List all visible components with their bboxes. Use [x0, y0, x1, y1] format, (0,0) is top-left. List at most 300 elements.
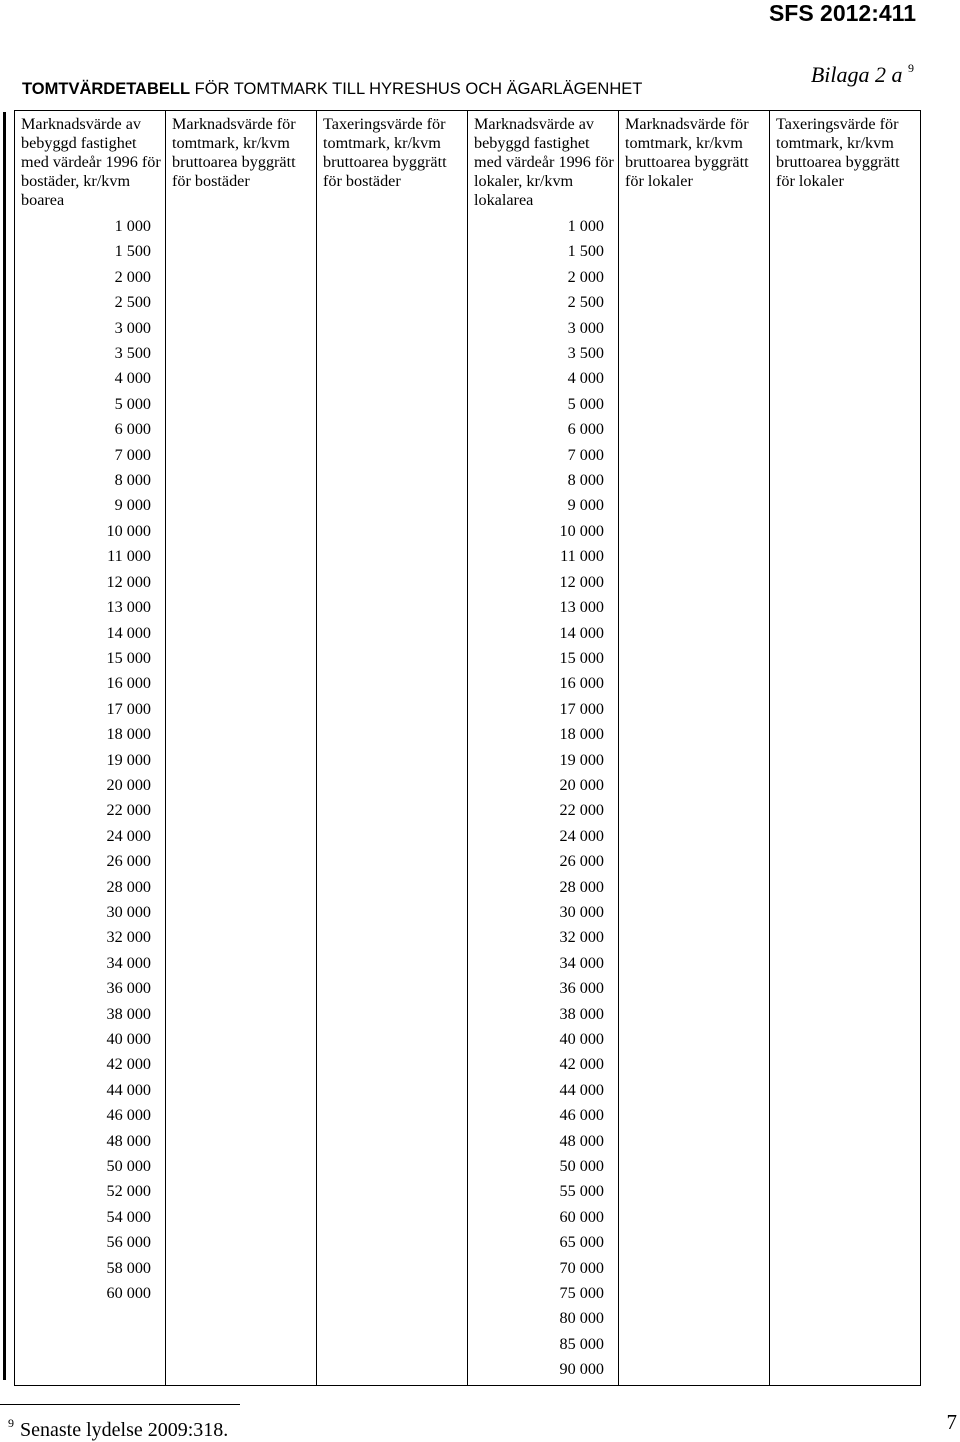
cell-empty — [317, 1230, 468, 1255]
cell-empty — [770, 1078, 921, 1103]
cell-empty — [619, 925, 770, 950]
cell-market-value-housing: 1 500 — [15, 239, 166, 264]
cell-market-value-housing: 46 000 — [15, 1103, 166, 1128]
cell-market-value-housing: 11 000 — [15, 544, 166, 569]
cell-market-value-housing: 13 000 — [15, 595, 166, 620]
cell-market-value-premises: 15 000 — [468, 646, 619, 671]
cell-empty — [166, 621, 317, 646]
cell-empty — [770, 1129, 921, 1154]
cell-market-value-housing: 56 000 — [15, 1230, 166, 1255]
cell-empty — [619, 951, 770, 976]
cell-market-value-housing: 8 000 — [15, 468, 166, 493]
cell-empty — [317, 621, 468, 646]
cell-empty — [166, 1256, 317, 1281]
cell-empty — [619, 443, 770, 468]
cell-empty — [166, 1357, 317, 1386]
cell-empty — [166, 417, 317, 442]
cell-market-value-premises: 7 000 — [468, 443, 619, 468]
cell-empty — [317, 1179, 468, 1204]
cell-empty — [619, 621, 770, 646]
cell-empty — [166, 341, 317, 366]
cell-empty — [166, 976, 317, 1001]
cell-market-value-housing: 7 000 — [15, 443, 166, 468]
cell-empty — [317, 1306, 468, 1331]
cell-empty — [770, 1103, 921, 1128]
cell-empty — [770, 544, 921, 569]
cell-market-value-premises: 32 000 — [468, 925, 619, 950]
cell-empty — [770, 1027, 921, 1052]
header-assessed-value-premises: Taxeringsvärde för tomtmark, kr/kvm bruttoarea byggrätt för lokaler — [770, 111, 921, 215]
cell-empty — [317, 290, 468, 315]
table-row — [15, 1002, 921, 1027]
table-row — [15, 621, 921, 646]
cell-market-value-housing: 3 000 — [15, 316, 166, 341]
margin-bar — [3, 112, 6, 1380]
cell-empty — [619, 697, 770, 722]
cell-market-value-housing: 2 500 — [15, 290, 166, 315]
cell-market-value-premises: 10 000 — [468, 519, 619, 544]
cell-empty — [619, 976, 770, 1001]
table-row — [15, 722, 921, 747]
cell-empty — [619, 316, 770, 341]
cell-empty — [770, 468, 921, 493]
cell-empty — [166, 697, 317, 722]
cell-empty — [770, 239, 921, 264]
cell-empty — [317, 239, 468, 264]
cell-empty — [166, 1078, 317, 1103]
cell-empty — [619, 875, 770, 900]
cell-empty — [166, 265, 317, 290]
cell-market-value-housing: 12 000 — [15, 570, 166, 595]
cell-market-value-housing: 58 000 — [15, 1256, 166, 1281]
cell-empty — [770, 392, 921, 417]
cell-market-value-premises: 5 000 — [468, 392, 619, 417]
cell-empty — [166, 1103, 317, 1128]
cell-empty — [770, 875, 921, 900]
table-row — [15, 468, 921, 493]
cell-market-value-housing: 30 000 — [15, 900, 166, 925]
cell-empty — [770, 976, 921, 1001]
cell-empty — [770, 214, 921, 239]
cell-market-value-housing: 3 500 — [15, 341, 166, 366]
cell-empty — [166, 1205, 317, 1230]
footnote — [8, 1411, 228, 1442]
table-row — [15, 519, 921, 544]
table-row — [15, 1078, 921, 1103]
cell-empty — [619, 1306, 770, 1331]
cell-empty — [166, 366, 317, 391]
cell-empty — [166, 722, 317, 747]
cell-market-value-housing: 18 000 — [15, 722, 166, 747]
header-market-value-premises: Marknadsvärde av bebyggd fastighet med värdeår 1996 för lokaler, kr/kvm lokalarea — [468, 111, 619, 215]
table-row — [15, 595, 921, 620]
table-row — [15, 544, 921, 569]
cell-empty — [317, 671, 468, 696]
cell-empty — [770, 493, 921, 518]
cell-empty — [770, 1281, 921, 1306]
cell-empty — [619, 900, 770, 925]
sfs-number: SFS 2012:411 — [768, 0, 916, 26]
cell-market-value-premises: 50 000 — [468, 1154, 619, 1179]
table-row — [15, 824, 921, 849]
cell-empty — [166, 1052, 317, 1077]
cell-empty — [166, 1027, 317, 1052]
cell-market-value-housing: 54 000 — [15, 1205, 166, 1230]
cell-market-value-premises: 36 000 — [468, 976, 619, 1001]
cell-empty — [166, 519, 317, 544]
page-number: 7 — [946, 1410, 957, 1434]
cell-empty — [317, 1052, 468, 1077]
cell-empty — [770, 1205, 921, 1230]
cell-empty — [317, 925, 468, 950]
cell-empty — [770, 1230, 921, 1255]
table-row — [15, 417, 921, 442]
cell-market-value-housing: 34 000 — [15, 951, 166, 976]
table-row — [15, 1306, 921, 1331]
cell-empty — [619, 214, 770, 239]
cell-empty — [619, 468, 770, 493]
cell-empty — [317, 341, 468, 366]
cell-empty — [317, 493, 468, 518]
table-body — [15, 214, 921, 1386]
table-row — [15, 366, 921, 391]
cell-market-value-housing: 1 000 — [15, 214, 166, 239]
cell-empty — [166, 1230, 317, 1255]
table-row — [15, 316, 921, 341]
cell-empty — [770, 1332, 921, 1357]
cell-empty — [770, 1256, 921, 1281]
cell-empty — [317, 468, 468, 493]
table-row — [15, 341, 921, 366]
cell-market-value-premises: 18 000 — [468, 722, 619, 747]
cell-empty — [317, 392, 468, 417]
cell-market-value-premises: 13 000 — [468, 595, 619, 620]
header-assessed-value-housing: Taxeringsvärde för tomtmark, kr/kvm bruttoarea byggrätt för bostäder — [317, 111, 468, 215]
cell-empty — [166, 849, 317, 874]
cell-empty — [619, 595, 770, 620]
cell-empty — [317, 570, 468, 595]
cell-empty — [619, 239, 770, 264]
cell-empty — [619, 417, 770, 442]
cell-market-value-housing: 36 000 — [15, 976, 166, 1001]
cell-empty — [619, 1205, 770, 1230]
cell-empty — [770, 621, 921, 646]
table-row — [15, 1154, 921, 1179]
cell-empty — [619, 493, 770, 518]
cell-market-value-housing: 60 000 — [15, 1281, 166, 1306]
table-row — [15, 1357, 921, 1386]
table-row — [15, 1027, 921, 1052]
cell-empty — [166, 773, 317, 798]
cell-empty — [770, 1154, 921, 1179]
cell-market-value-housing — [15, 1332, 166, 1357]
cell-empty — [770, 519, 921, 544]
cell-market-value-housing: 2 000 — [15, 265, 166, 290]
table-row — [15, 290, 921, 315]
cell-market-value-premises: 4 000 — [468, 366, 619, 391]
appendix-label-text: Bilaga 2 a — [810, 62, 903, 87]
cell-empty — [166, 468, 317, 493]
cell-empty — [619, 722, 770, 747]
table-row — [15, 1256, 921, 1281]
cell-empty — [770, 265, 921, 290]
cell-empty — [166, 392, 317, 417]
cell-market-value-housing: 28 000 — [15, 875, 166, 900]
cell-empty — [166, 570, 317, 595]
cell-empty — [770, 646, 921, 671]
table-row — [15, 1129, 921, 1154]
cell-empty — [317, 697, 468, 722]
cell-empty — [619, 748, 770, 773]
table-row — [15, 773, 921, 798]
cell-empty — [166, 1002, 317, 1027]
cell-empty — [770, 951, 921, 976]
cell-market-value-premises: 9 000 — [468, 493, 619, 518]
cell-empty — [619, 849, 770, 874]
cell-market-value-premises: 14 000 — [468, 621, 619, 646]
cell-empty — [317, 366, 468, 391]
cell-empty — [619, 1179, 770, 1204]
cell-empty — [619, 1357, 770, 1386]
table-header-row — [15, 111, 921, 215]
cell-market-value-premises: 40 000 — [468, 1027, 619, 1052]
cell-empty — [619, 544, 770, 569]
cell-empty — [619, 1027, 770, 1052]
value-table — [14, 110, 921, 1386]
cell-market-value-premises: 38 000 — [468, 1002, 619, 1027]
cell-market-value-premises: 46 000 — [468, 1103, 619, 1128]
cell-empty — [317, 951, 468, 976]
table-row — [15, 1230, 921, 1255]
header-land-market-value-premises: Marknadsvärde för tomtmark, kr/kvm bruttoarea byggrätt för lokaler — [619, 111, 770, 215]
header-land-market-value-housing: Marknadsvärde för tomtmark, kr/kvm bruttoarea byggrätt för bostäder — [166, 111, 317, 215]
table-row — [15, 265, 921, 290]
cell-empty — [770, 697, 921, 722]
table-row — [15, 798, 921, 823]
cell-market-value-housing: 40 000 — [15, 1027, 166, 1052]
cell-empty — [770, 798, 921, 823]
cell-market-value-premises: 6 000 — [468, 417, 619, 442]
cell-empty — [166, 443, 317, 468]
table-row — [15, 646, 921, 671]
cell-empty — [317, 773, 468, 798]
table-row — [15, 849, 921, 874]
cell-empty — [619, 1256, 770, 1281]
cell-empty — [619, 1078, 770, 1103]
cell-market-value-premises: 65 000 — [468, 1230, 619, 1255]
cell-market-value-premises: 17 000 — [468, 697, 619, 722]
table-row — [15, 748, 921, 773]
cell-empty — [770, 341, 921, 366]
cell-empty — [619, 366, 770, 391]
cell-empty — [166, 646, 317, 671]
cell-market-value-premises: 16 000 — [468, 671, 619, 696]
cell-empty — [619, 570, 770, 595]
cell-empty — [317, 1256, 468, 1281]
cell-market-value-premises: 30 000 — [468, 900, 619, 925]
cell-empty — [317, 824, 468, 849]
cell-empty — [770, 1052, 921, 1077]
cell-market-value-housing: 5 000 — [15, 392, 166, 417]
cell-empty — [317, 798, 468, 823]
table-row — [15, 1205, 921, 1230]
cell-empty — [166, 951, 317, 976]
cell-empty — [770, 290, 921, 315]
cell-market-value-housing — [15, 1357, 166, 1386]
cell-empty — [166, 1306, 317, 1331]
cell-empty — [317, 1154, 468, 1179]
cell-empty — [166, 1179, 317, 1204]
cell-empty — [317, 976, 468, 1001]
table-row — [15, 900, 921, 925]
cell-market-value-housing: 20 000 — [15, 773, 166, 798]
cell-empty — [317, 849, 468, 874]
cell-empty — [619, 290, 770, 315]
cell-empty — [619, 1052, 770, 1077]
cell-empty — [166, 316, 317, 341]
cell-market-value-housing: 32 000 — [15, 925, 166, 950]
cell-market-value-housing: 24 000 — [15, 824, 166, 849]
cell-empty — [166, 493, 317, 518]
cell-empty — [317, 1332, 468, 1357]
cell-empty — [619, 646, 770, 671]
cell-empty — [619, 265, 770, 290]
cell-empty — [770, 671, 921, 696]
cell-market-value-premises: 26 000 — [468, 849, 619, 874]
cell-empty — [619, 773, 770, 798]
cell-empty — [317, 1129, 468, 1154]
cell-empty — [166, 671, 317, 696]
cell-empty — [166, 900, 317, 925]
table-row — [15, 1281, 921, 1306]
cell-market-value-housing: 48 000 — [15, 1129, 166, 1154]
cell-market-value-premises: 2 000 — [468, 265, 619, 290]
cell-market-value-premises: 28 000 — [468, 875, 619, 900]
table-row — [15, 1052, 921, 1077]
footnote-text: Senaste lydelse 2009:318. — [20, 1419, 229, 1441]
cell-empty — [317, 900, 468, 925]
cell-market-value-premises: 1 500 — [468, 239, 619, 264]
cell-market-value-premises: 42 000 — [468, 1052, 619, 1077]
cell-empty — [770, 417, 921, 442]
cell-empty — [317, 722, 468, 747]
cell-empty — [770, 1002, 921, 1027]
cell-empty — [619, 341, 770, 366]
cell-market-value-housing: 38 000 — [15, 1002, 166, 1027]
cell-empty — [317, 646, 468, 671]
cell-empty — [619, 519, 770, 544]
cell-market-value-premises: 48 000 — [468, 1129, 619, 1154]
cell-empty — [619, 824, 770, 849]
cell-empty — [317, 1027, 468, 1052]
cell-market-value-premises: 2 500 — [468, 290, 619, 315]
cell-market-value-housing — [15, 1306, 166, 1331]
cell-market-value-housing: 19 000 — [15, 748, 166, 773]
table-row — [15, 392, 921, 417]
cell-empty — [770, 570, 921, 595]
cell-empty — [317, 1103, 468, 1128]
table-row — [15, 951, 921, 976]
cell-empty — [317, 443, 468, 468]
appendix-label — [811, 55, 914, 88]
cell-empty — [317, 1002, 468, 1027]
table-row — [15, 697, 921, 722]
cell-market-value-premises: 3 500 — [468, 341, 619, 366]
cell-market-value-premises: 85 000 — [468, 1332, 619, 1357]
cell-market-value-housing: 42 000 — [15, 1052, 166, 1077]
footnote-number: 9 — [8, 1416, 14, 1430]
cell-empty — [317, 519, 468, 544]
cell-empty — [166, 748, 317, 773]
cell-market-value-premises: 44 000 — [468, 1078, 619, 1103]
header-market-value-housing: Marknadsvärde av bebyggd fastighet med värdeår 1996 för bostäder, kr/kvm boarea — [15, 111, 166, 215]
cell-market-value-housing: 22 000 — [15, 798, 166, 823]
cell-empty — [770, 824, 921, 849]
cell-market-value-premises: 22 000 — [468, 798, 619, 823]
cell-market-value-housing: 44 000 — [15, 1078, 166, 1103]
cell-empty — [770, 849, 921, 874]
page-title-bold: TOMTVÄRDETABELL — [22, 80, 191, 98]
page-title-rest: FÖR TOMTMARK TILL HYRESHUS OCH ÄGARLÄGENHET — [190, 80, 643, 98]
cell-market-value-premises: 3 000 — [468, 316, 619, 341]
cell-empty — [770, 316, 921, 341]
cell-empty — [166, 595, 317, 620]
cell-empty — [166, 798, 317, 823]
cell-empty — [770, 1179, 921, 1204]
cell-empty — [619, 798, 770, 823]
cell-empty — [770, 1306, 921, 1331]
cell-empty — [619, 1103, 770, 1128]
table-row — [15, 239, 921, 264]
cell-empty — [770, 748, 921, 773]
cell-market-value-housing: 14 000 — [15, 621, 166, 646]
cell-empty — [770, 925, 921, 950]
cell-empty — [166, 1154, 317, 1179]
cell-market-value-premises: 20 000 — [468, 773, 619, 798]
table-row — [15, 1179, 921, 1204]
cell-empty — [619, 1154, 770, 1179]
cell-empty — [166, 824, 317, 849]
appendix-footnote-ref: 9 — [908, 61, 914, 75]
cell-empty — [770, 773, 921, 798]
table-row — [15, 1332, 921, 1357]
cell-empty — [619, 1002, 770, 1027]
table-row — [15, 570, 921, 595]
cell-empty — [317, 214, 468, 239]
cell-market-value-housing: 4 000 — [15, 366, 166, 391]
cell-market-value-premises: 80 000 — [468, 1306, 619, 1331]
cell-empty — [770, 443, 921, 468]
table-row — [15, 443, 921, 468]
table-row — [15, 214, 921, 239]
cell-empty — [317, 417, 468, 442]
table-row — [15, 925, 921, 950]
cell-market-value-housing: 6 000 — [15, 417, 166, 442]
cell-empty — [166, 1332, 317, 1357]
cell-empty — [317, 875, 468, 900]
cell-empty — [166, 239, 317, 264]
cell-empty — [317, 1078, 468, 1103]
cell-market-value-housing: 10 000 — [15, 519, 166, 544]
cell-market-value-premises: 55 000 — [468, 1179, 619, 1204]
cell-market-value-housing: 26 000 — [15, 849, 166, 874]
table-row — [15, 1103, 921, 1128]
cell-market-value-premises: 34 000 — [468, 951, 619, 976]
table-row — [15, 875, 921, 900]
cell-empty — [166, 1281, 317, 1306]
table-row — [15, 671, 921, 696]
cell-empty — [619, 1129, 770, 1154]
